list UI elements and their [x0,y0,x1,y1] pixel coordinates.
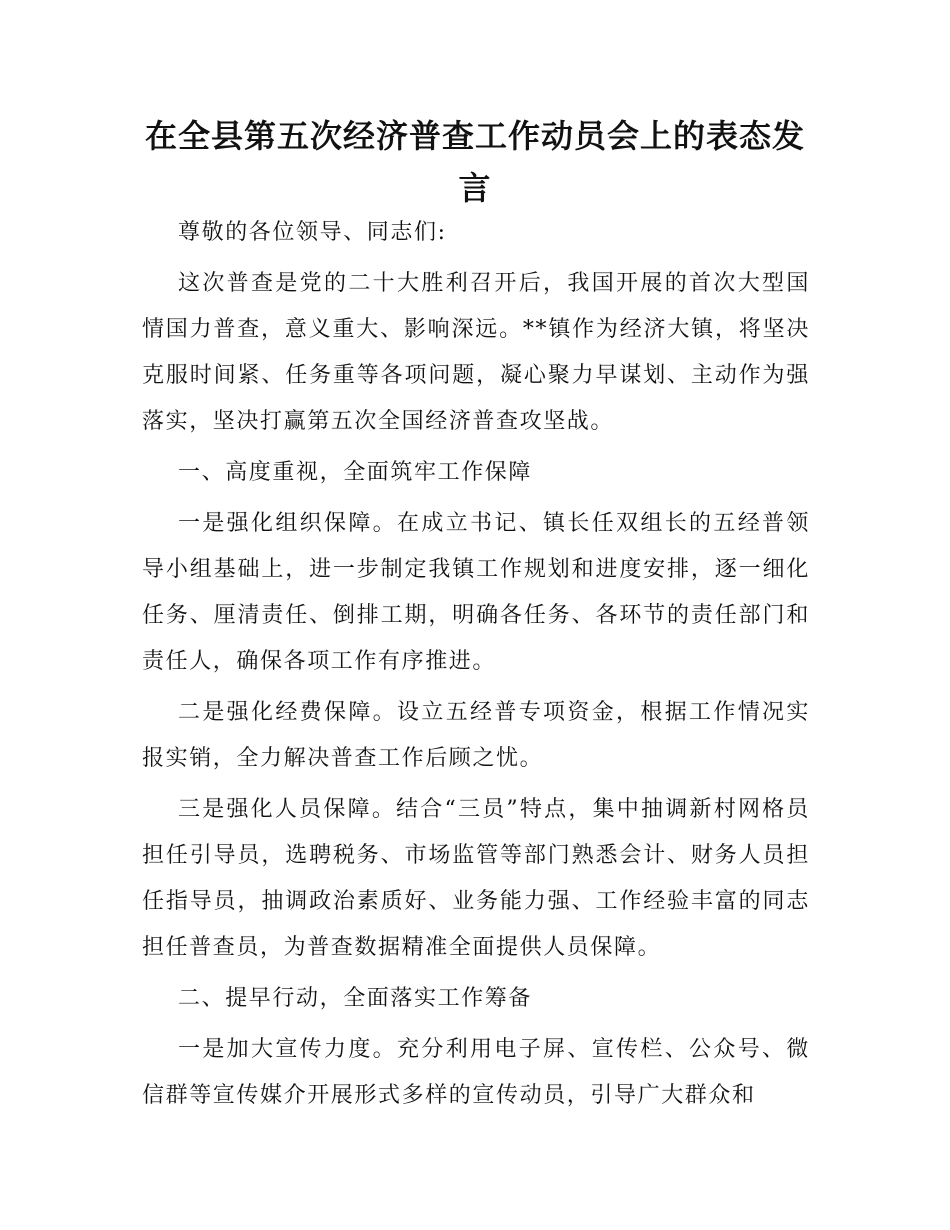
paragraph-publicity: 一是加大宣传力度。充分利用电子屏、宣传栏、公众号、微信群等宣传媒介开展形式多样的宣传动员，引导广大群众和 [142,1037,810,1108]
section-heading-1: 一、高度重视，全面筑牢工作保障 [178,460,533,485]
intro-paragraph: 这次普查是党的二十大胜利召开后，我国开展的首次大型国情国力普查，意义重大、影响深远。**镇作为经济大镇，将坚决克服时间紧、任务重等各项问题，凝心聚力早谋划、主动作为强落实，坚决打赢第五次全国经济普查攻坚战。 [142,271,810,434]
section-heading-2: 二、提早行动，全面落实工作筹备 [178,986,533,1011]
paragraph-personnel: 三是强化人员保障。结合“三员”特点，集中抽调新村网格员担任引导员，选聘税务、市场监管等部门熟悉会计、财务人员担任指导员，抽调政治素质好、业务能力强、工作经验丰富的同志担任普查员，为普查数据精准全面提供人员保障。 [142,797,810,960]
salutation: 尊敬的各位领导、同志们: [178,220,447,245]
document-title: 在全县第五次经济普查工作动员会上的表态发言 [144,117,805,207]
document-body [142,210,810,1124]
paragraph-organization: 一是强化组织保障。在成立书记、镇长任双组长的五经普领导小组基础上，进一步制定我镇工作规划和进度安排，逐一细化任务、厘清责任、倒排工期，明确各任务、各环节的责任部门和责任人，确保各项工作有序推进。 [142,511,810,674]
paragraph-funding: 二是强化经费保障。设立五经普专项资金，根据工作情况实报实销，全力解决普查工作后顾之忧。 [142,700,810,771]
